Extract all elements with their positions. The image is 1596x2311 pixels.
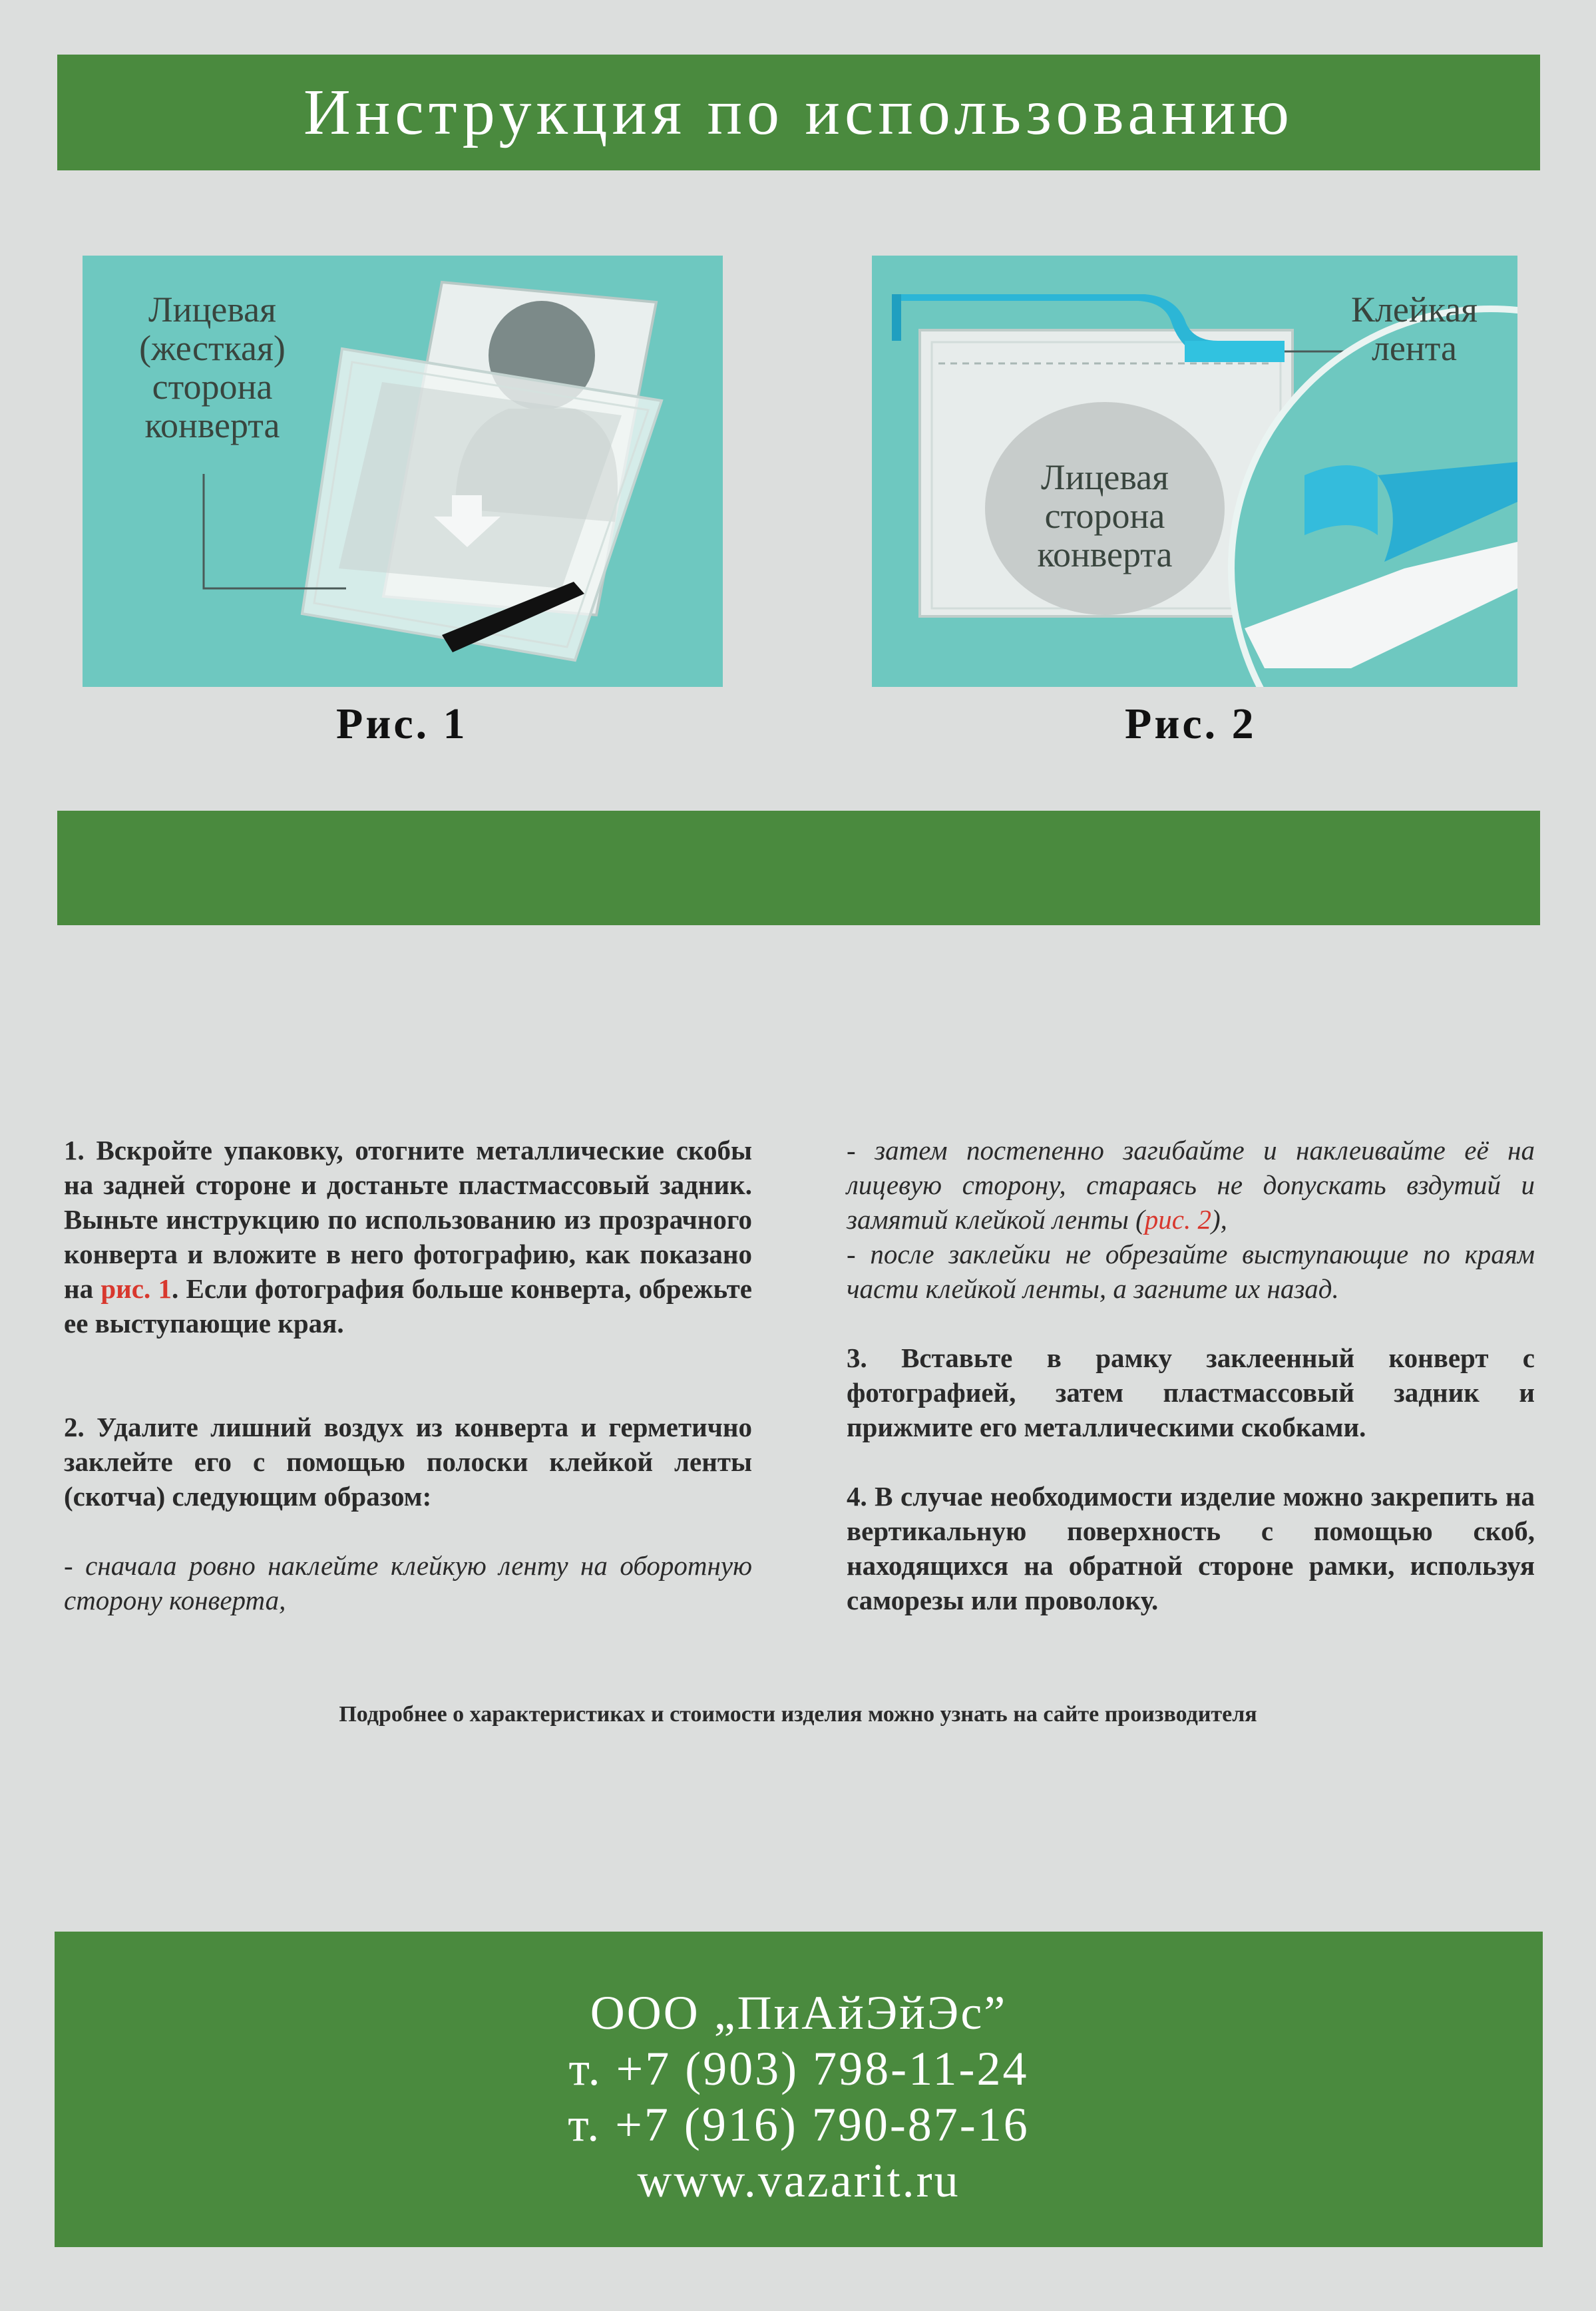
title-band	[57, 55, 1540, 170]
website-link[interactable]: www.vazarit.ru	[637, 2154, 960, 2207]
figure-1-caption: Рис. 1	[336, 700, 468, 748]
phone-2: т. +7 (916) 790-87-16	[568, 2098, 1030, 2151]
step-2-sub-b: - затем постепенно загибайте и наклеивайте её на лицевую сторону, стараясь не допускать вздутий и замятий клейкой ленты (рис. 2),	[847, 1135, 1535, 1235]
instructions-left-column	[64, 1133, 752, 1617]
figure-1-reference: рис. 1	[100, 1273, 172, 1304]
instructions-right-column	[847, 1133, 1535, 1617]
step-3: 3. Вставьте в рамку заклеенный конверт с фотографией, затем пластмассовый задник и прижмите его металлическими скобками.	[847, 1343, 1535, 1442]
figure-2-caption: Рис. 2	[1125, 700, 1257, 748]
more-info-note: Подробнее о характеристиках и стоимости изделия можно узнать на сайте производителя	[339, 1702, 1257, 1727]
step-2: 2. Удалите лишний воздух из конверта и герметично заклейте его с помощью полоски клейкой ленты (скотча) следующим образом:	[64, 1412, 752, 1512]
figure-1	[83, 256, 723, 687]
company-name: ООО „ПиАйЭйЭс”	[590, 1986, 1008, 2039]
step-2-sub-c: - после заклейки не обрезайте выступающие по краям части клейкой ленты, а загните их назад.	[847, 1239, 1535, 1304]
phone-1: т. +7 (903) 798-11-24	[568, 2042, 1029, 2095]
step-2-sub-a: - сначала ровно наклейте клейкую ленту на оборотную сторону конверта,	[64, 1550, 752, 1615]
step-1: 1. Вскройте упаковку, отогните металлические скобы на задней стороне и достаньте пластмассовый задник. Выньте инструкцию по использованию из прозрачного конверта и вложите в него фотографию, как показано на рис. 1. Если фотография больше конверта, обрежьте ее выступающие края.	[64, 1135, 752, 1339]
tape-label: Клейкая лента	[1350, 290, 1478, 368]
figure-1-label: Лицевая (жесткая) сторона конверта	[139, 290, 286, 445]
figure-2-reference: рис. 2	[1144, 1204, 1211, 1235]
figure-2	[872, 256, 1517, 687]
face-side-label: Лицевая сторона конверта	[1037, 457, 1173, 574]
footer-band	[55, 1932, 1543, 2247]
page-title: Инструкция по использованию	[303, 77, 1294, 148]
step-4: 4. В случае необходимости изделие можно закрепить на вертикальную поверхность с помощью скоб, находящихся на обратной стороне рамки, используя саморезы или проволоку.	[847, 1481, 1535, 1615]
section-band	[57, 811, 1540, 925]
magnified-tape-fold	[1304, 465, 1378, 535]
